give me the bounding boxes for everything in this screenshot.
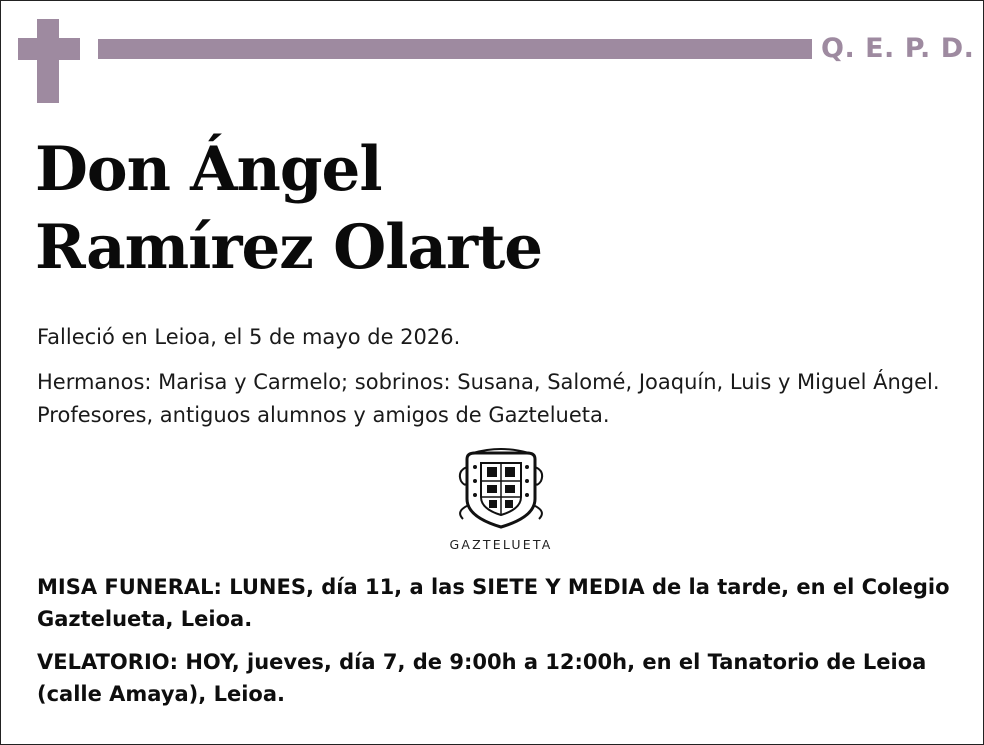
logo-caption: GAZTELUETA	[449, 537, 553, 552]
header-rule	[98, 39, 812, 59]
funeral-mass-info: MISA FUNERAL: LUNES, día 11, a las SIETE Y MEDIA de la tarde, en el Colegio Gaztelueta, Leioa.	[37, 575, 950, 631]
death-notice: Falleció en Leioa, el 5 de mayo de 2026.	[37, 325, 461, 349]
name-line-2: Ramírez Olarte	[35, 212, 543, 283]
coat-of-arms-icon	[449, 447, 553, 531]
deceased-name	[35, 131, 542, 287]
cross-icon-bar	[18, 38, 80, 60]
wake-info: VELATORIO: HOY, jueves, día 7, de 9:00h a 12:00h, en el Tanatorio de Leioa (calle Amaya), Leioa.	[37, 650, 927, 706]
school-logo	[441, 447, 561, 557]
cross-icon	[37, 19, 59, 103]
name-line-1: Don Ángel	[35, 134, 382, 205]
qepd-label: Q. E. P. D.	[821, 33, 975, 64]
family-list: Hermanos: Marisa y Carmelo; sobrinos: Susana, Salomé, Joaquín, Luis y Miguel Ángel. Profesores, antiguos alumnos y amigos de Gaztelueta.	[37, 370, 940, 427]
